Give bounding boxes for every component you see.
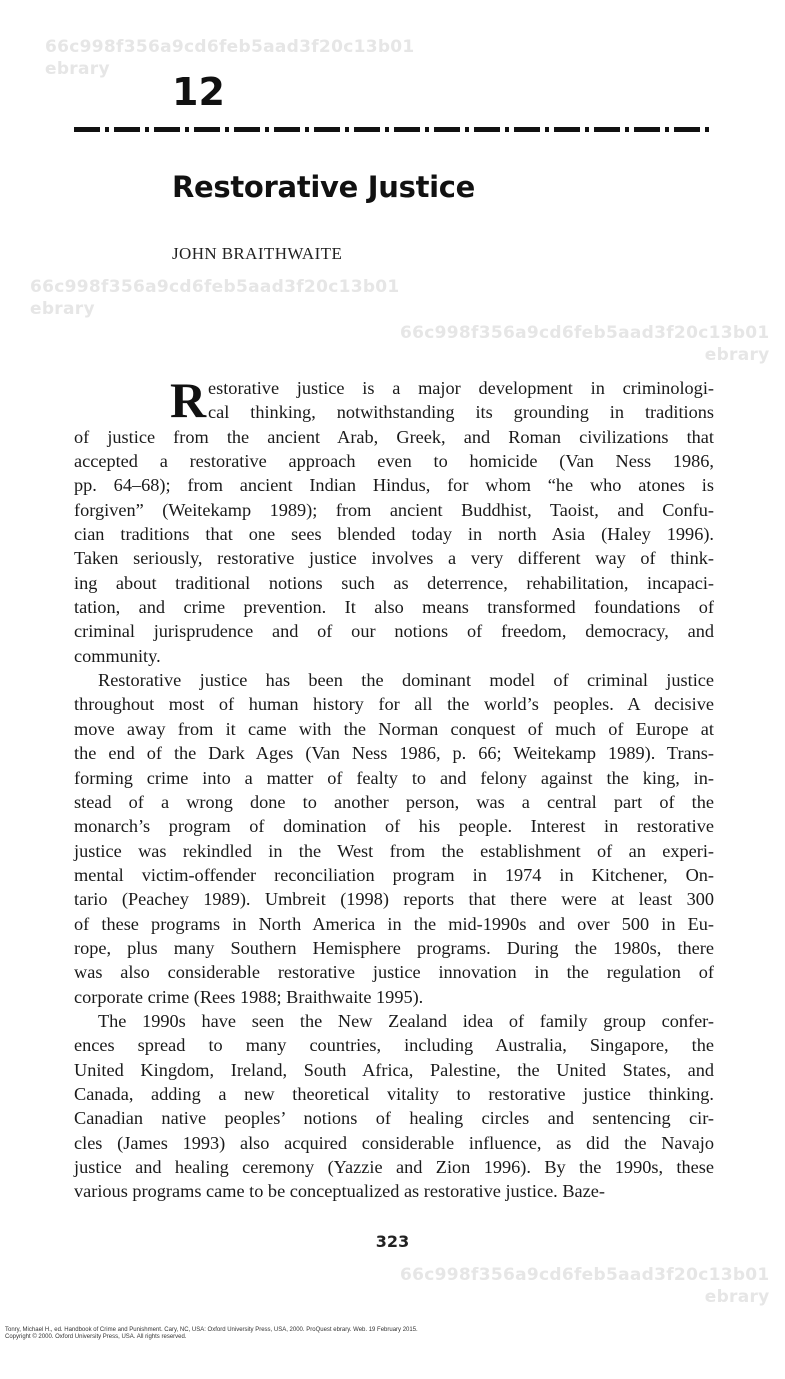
chapter-author: JOHN BRAITHWAITE — [172, 244, 343, 263]
footer-copyright: Copyright © 2000. Oxford University Press, USA. All rights reserved. — [5, 1334, 187, 1340]
text-line: Canadian native peoples’ notions of healing circles and sentencing cir- — [74, 1108, 714, 1129]
text-line: of justice from the ancient Arab, Greek, and Roman civilizations that — [74, 426, 714, 447]
watermark-brand: ebrary — [30, 299, 95, 319]
text-line: Restorative justice has been the dominant model of criminal justice — [98, 670, 714, 691]
text-line: cles (James 1993) also acquired considerable influence, as did the Navajo — [74, 1132, 714, 1153]
body-text — [74, 372, 714, 1204]
chapter-number: 12 — [172, 70, 225, 114]
text-line: the end of the Dark Ages (Van Ness 1986, p. 66; Weitekamp 1989). Trans- — [74, 743, 714, 764]
text-line: cal thinking, notwithstanding its grounding in traditions — [208, 402, 714, 423]
text-line: justice was rekindled in the West from the establishment of an experi- — [74, 840, 714, 861]
text-line: criminal jurisprudence and of our notions of freedom, democracy, and — [74, 621, 714, 642]
chapter-divider — [74, 127, 714, 132]
watermark-brand: ebrary — [45, 59, 110, 79]
watermark-brand: ebrary — [704, 1287, 770, 1307]
page-number: 323 — [375, 1232, 410, 1251]
paragraph — [74, 1009, 714, 1204]
text-line: was also considerable restorative justice innovation in the regulation of — [74, 962, 714, 983]
footer-citation: Tonry, Michael H., ed. Handbook of Crime and Punishment. Cary, NC, USA: Oxford University Press, USA, 2000. ProQuest ebrary. Web. 19 February 2015. — [5, 1327, 418, 1333]
watermark-hash: 66c998f356a9cd6feb5aad3f20c13b01 — [400, 1265, 770, 1285]
text-line: monarch’s program of domination of his people. Interest in restorative — [74, 816, 714, 837]
text-line: forgiven” (Weitekamp 1989); from ancient Buddhist, Taoist, and Confu- — [74, 499, 714, 520]
watermark-middle-right — [400, 322, 770, 366]
text-line: tario (Peachey 1989). Umbreit (1998) reports that there were at least 300 — [74, 889, 714, 910]
text-line: accepted a restorative approach even to homicide (Van Ness 1986, — [74, 451, 714, 472]
text-line: stead of a wrong done to another person, was a central part of the — [74, 791, 714, 812]
text-line: The 1990s have seen the New Zealand idea of family group confer- — [98, 1010, 714, 1031]
text-line: tation, and crime prevention. It also means transformed foundations of — [74, 597, 714, 618]
text-line: various programs came to be conceptualized as restorative justice. Baze- — [74, 1181, 605, 1202]
text-line: rope, plus many Southern Hemisphere programs. During the 1980s, there — [74, 937, 714, 958]
chapter-title: Restorative Justice — [172, 170, 476, 204]
text-line: forming crime into a matter of fealty to and felony against the king, in- — [74, 767, 714, 788]
text-line: ing about traditional notions such as deterrence, rehabilitation, incapaci- — [74, 572, 714, 593]
text-line: United Kingdom, Ireland, South Africa, Palestine, the United States, and — [74, 1059, 714, 1080]
paragraph — [74, 668, 714, 1009]
text-line: ences spread to many countries, including Australia, Singapore, the — [74, 1035, 714, 1056]
text-line: Taken seriously, restorative justice involves a very different way of think- — [74, 548, 714, 569]
text-line: Canada, adding a new theoretical vitality to restorative justice thinking. — [74, 1083, 714, 1104]
watermark-top — [45, 36, 415, 80]
drop-cap: R — [170, 372, 207, 428]
watermark-hash: 66c998f356a9cd6feb5aad3f20c13b01 — [400, 323, 770, 343]
text-line: move away from it came with the Norman conquest of much of Europe at — [74, 718, 714, 739]
watermark-hash: 66c998f356a9cd6feb5aad3f20c13b01 — [30, 277, 400, 297]
watermark-hash: 66c998f356a9cd6feb5aad3f20c13b01 — [45, 37, 415, 57]
text-line: of these programs in North America in the mid-1990s and over 500 in Eu- — [74, 913, 714, 934]
text-line: cian traditions that one sees blended today in north Asia (Haley 1996). — [74, 524, 714, 545]
text-line: mental victim-offender reconciliation program in 1974 in Kitchener, On- — [74, 864, 714, 885]
footer — [5, 1327, 418, 1341]
text-line: pp. 64–68); from ancient Indian Hindus, for whom “he who atones is — [74, 475, 714, 496]
text-line: estorative justice is a major development in criminologi- — [208, 378, 714, 398]
text-line: community. — [74, 645, 161, 666]
text-line: throughout most of human history for all the world’s peoples. A decisive — [74, 694, 714, 715]
watermark-middle-left — [30, 276, 400, 320]
watermark-bottom — [400, 1264, 770, 1308]
text-line: corporate crime (Rees 1988; Braithwaite 1995). — [74, 986, 424, 1007]
text-line: justice and healing ceremony (Yazzie and Zion 1996). By the 1990s, these — [74, 1157, 714, 1177]
watermark-brand: ebrary — [704, 345, 770, 365]
